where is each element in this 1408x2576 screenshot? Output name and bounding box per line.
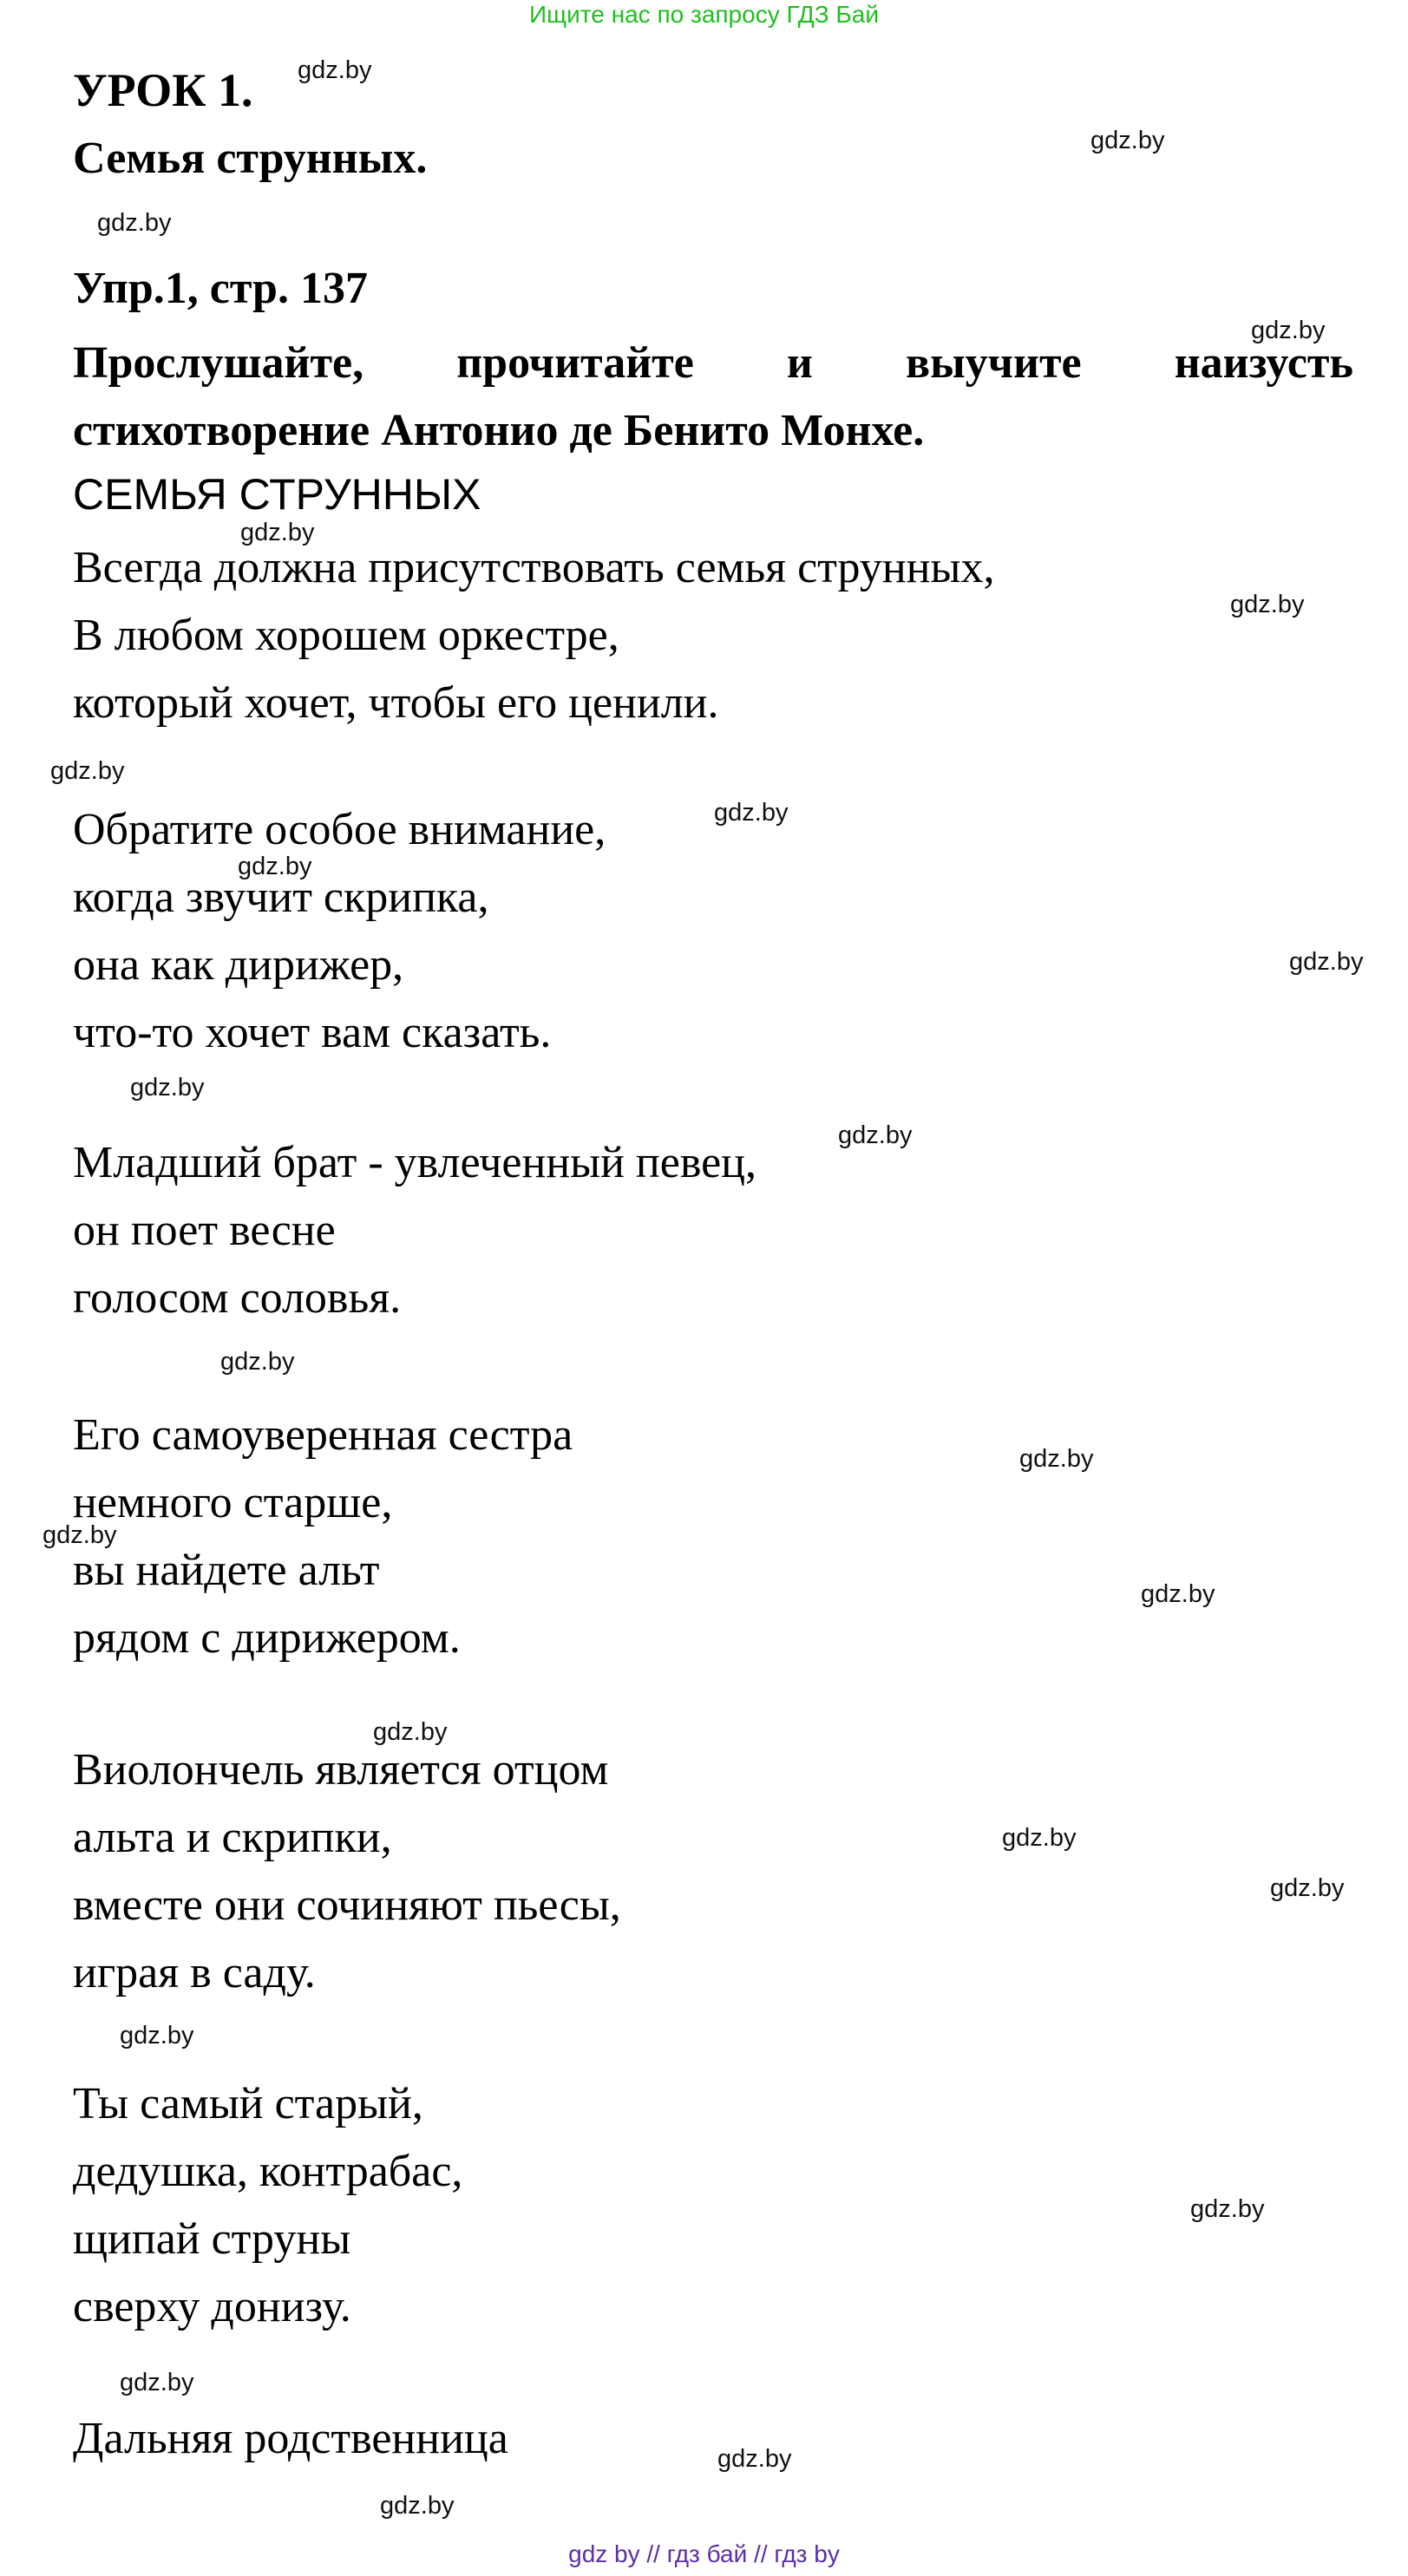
instruction-word: и <box>786 338 813 388</box>
watermark: gdz.by <box>43 1521 117 1549</box>
poem-line: щипай струны <box>73 2214 351 2264</box>
poem-line: дедушка, контрабас, <box>73 2147 463 2196</box>
watermark: gdz.by <box>1270 1874 1345 1902</box>
poem-line: Его самоуверенная сестра <box>73 1410 573 1460</box>
lesson-title: УРОК 1. <box>73 64 253 116</box>
poem-title: СЕМЬЯ СТРУННЫХ <box>73 470 481 519</box>
watermark: gdz.by <box>714 799 789 827</box>
watermark: gdz.by <box>220 1348 295 1376</box>
watermark: gdz.by <box>1019 1445 1094 1473</box>
poem-stanza <box>73 2405 1114 2473</box>
watermark: gdz.by <box>1141 1580 1215 1608</box>
poem-line: В любом хорошем оркестре, <box>73 611 619 660</box>
poem-line: Ты самый старый, <box>73 2079 423 2128</box>
poem-line: вместе они сочиняют пьесы, <box>73 1880 621 1930</box>
bottom-banner[interactable]: gdz by // гдз бай // гдз by <box>568 2540 840 2567</box>
poem-line: рядом с дирижером. <box>73 1613 461 1663</box>
watermark: gdz.by <box>373 1718 448 1746</box>
instruction-word: наизусть <box>1174 338 1353 388</box>
poem-line: играя в саду. <box>73 1948 316 1997</box>
exercise-heading: Упр.1, стр. 137 <box>73 264 368 313</box>
watermark: gdz.by <box>97 209 172 237</box>
watermark: gdz.by <box>1230 591 1305 618</box>
poem-line: когда звучит скрипка, <box>73 873 489 922</box>
watermark: gdz.by <box>240 519 315 546</box>
instruction-word: прочитайте <box>456 338 694 388</box>
poem-line: вы найдете альт <box>73 1546 380 1595</box>
poem-line: Дальняя родственница <box>73 2414 508 2463</box>
poem-stanza <box>73 1402 1114 1672</box>
instruction-block <box>73 330 1353 465</box>
instruction-word: Прослушайте, <box>73 338 364 388</box>
poem-stanza <box>73 2070 1114 2341</box>
watermark: gdz.by <box>50 757 125 785</box>
watermark: gdz.by <box>1289 948 1364 976</box>
top-banner[interactable]: Ищите нас по запросу ГДЗ Бай <box>528 1 880 28</box>
poem-line: Всегда должна присутствовать семья струнных, <box>73 543 995 592</box>
poem-line: голосом соловья. <box>73 1273 402 1323</box>
poem-line: Виолончель является отцом <box>73 1745 609 1795</box>
instruction-word: выучите <box>906 338 1082 388</box>
instruction-line-2: стихотворение Антонио де Бенито Монхе. <box>73 406 925 455</box>
poem-line: альта и скрипки, <box>73 1813 392 1862</box>
watermark: gdz.by <box>1090 127 1165 154</box>
watermark: gdz.by <box>298 56 372 84</box>
watermark: gdz.by <box>380 2492 455 2520</box>
watermark: gdz.by <box>130 1074 205 1102</box>
poem-stanza <box>73 534 1114 737</box>
watermark: gdz.by <box>238 853 312 880</box>
poem-line: он поет весне <box>73 1206 336 1255</box>
poem-stanza <box>73 1129 1114 1332</box>
poem-line: что-то хочет вам сказать. <box>73 1008 552 1057</box>
poem-line: который хочет, чтобы его ценили. <box>73 678 719 728</box>
lesson-subtitle: Семья струнных. <box>73 134 428 183</box>
poem-line: сверху донизу. <box>73 2282 351 2331</box>
poem-line: она как дирижер, <box>73 940 404 990</box>
watermark: gdz.by <box>1190 2195 1265 2223</box>
watermark: gdz.by <box>1002 1824 1077 1852</box>
poem-line: Обратите особое внимание, <box>73 805 606 854</box>
instruction-line-1 <box>73 330 1353 397</box>
poem-stanza <box>73 1736 1114 2007</box>
poem-line: немного старше, <box>73 1478 393 1527</box>
watermark: gdz.by <box>717 2445 792 2473</box>
poem-stanza <box>73 796 1114 1067</box>
watermark: gdz.by <box>1251 317 1326 344</box>
watermark: gdz.by <box>120 2022 194 2050</box>
watermark: gdz.by <box>838 1121 913 1149</box>
poem-line: Младший брат - увлеченный певец, <box>73 1138 756 1187</box>
watermark: gdz.by <box>120 2369 194 2396</box>
